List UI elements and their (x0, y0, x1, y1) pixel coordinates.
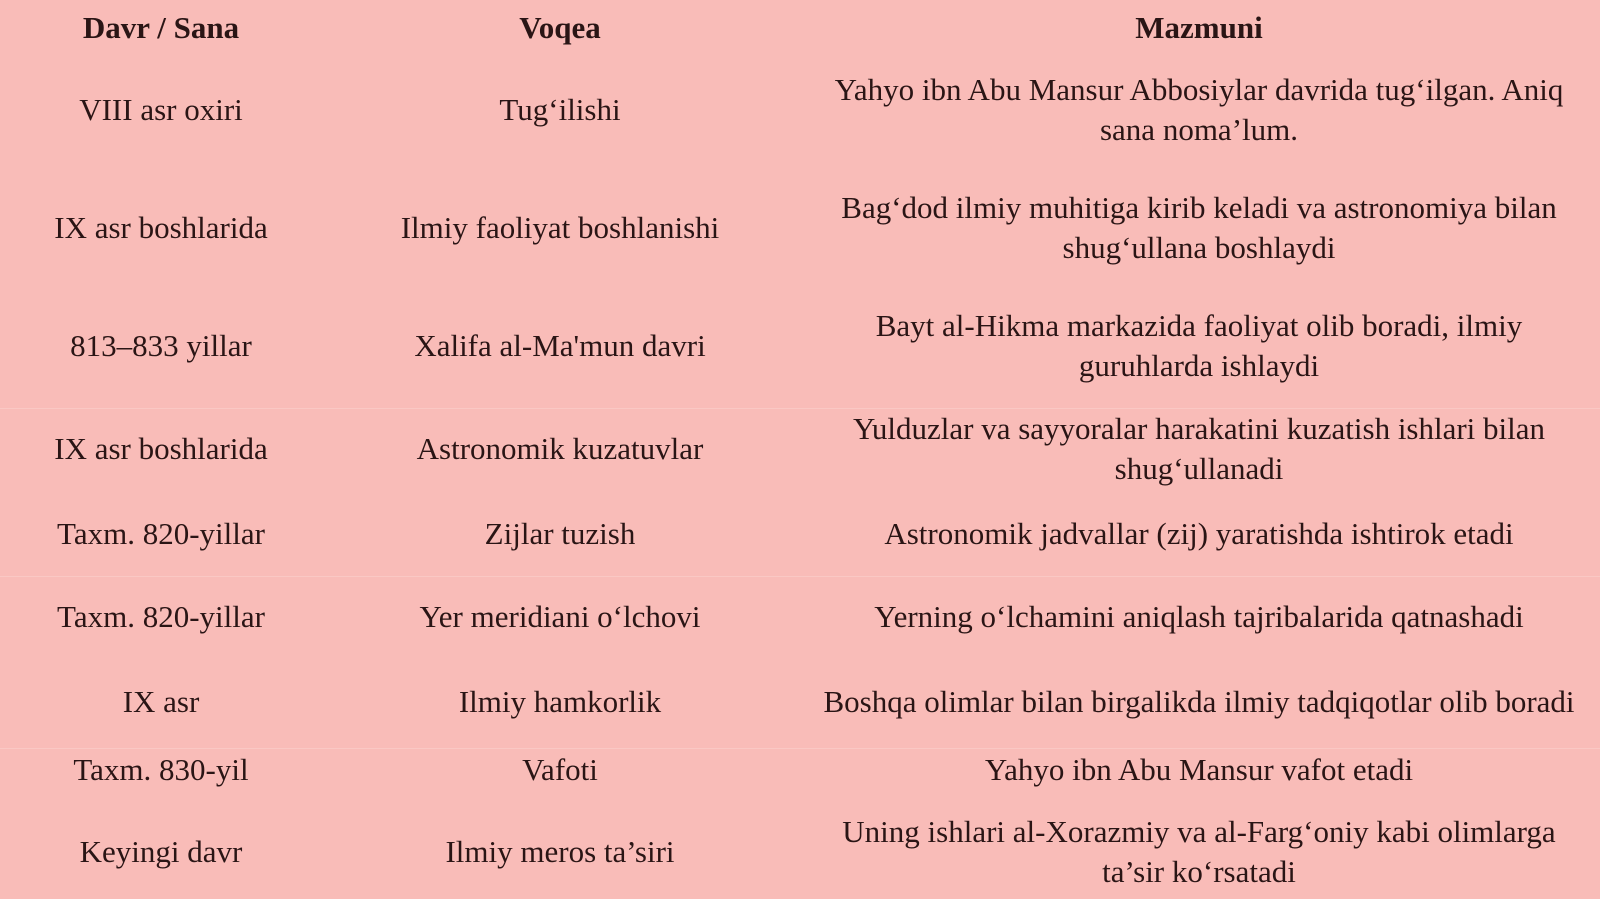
cell-event: Ilmiy faoliyat boshlanishi (400, 210, 720, 245)
cell-content: Yahyo ibn Abu Mansur Abbosiylar davrida tug‘ilgan. Aniq sana noma’lum. (834, 72, 1564, 147)
cell-event: Ilmiy meros ta’siri (445, 834, 675, 869)
cell-event: Vafoti (522, 752, 598, 787)
cell-content: Boshqa olimlar bilan birgalikda ilmiy tadqiqotlar olib boradi (823, 684, 1575, 719)
table-row (0, 812, 1600, 892)
cell-date: Taxm. 830-yil (73, 752, 249, 787)
header-content: Mazmuni (1135, 10, 1263, 45)
cell-content: Yulduzlar va sayyoralar harakatini kuzatish ishlari bilan shug‘ullanadi (852, 411, 1546, 486)
cell-content: Bag‘dod ilmiy muhitiga kirib keladi va astronomiya bilan shug‘ullana boshlaydi (841, 190, 1557, 265)
header-event: Voqea (519, 10, 601, 45)
table-row (0, 306, 1600, 386)
cell-content: Bayt al-Hikma markazida faoliyat olib boradi, ilmiy guruhlarda ishlaydi (875, 308, 1523, 383)
cell-date: IX asr (122, 684, 200, 719)
cell-event: Xalifa al-Ma'mun davri (414, 328, 706, 363)
cell-event: Yer meridiani o‘lchovi (419, 599, 701, 634)
header-date: Davr / Sana (82, 10, 240, 45)
cell-content: Yerning o‘lchamini aniqlash tajribalarida qatnashadi (874, 599, 1524, 634)
table-row (0, 188, 1600, 268)
cell-date: IX asr boshlarida (54, 210, 268, 245)
table-header-row (0, 4, 1600, 52)
table-row (0, 576, 1600, 657)
cell-date: Taxm. 820-yillar (57, 516, 265, 551)
cell-event: Ilmiy hamkorlik (458, 684, 662, 719)
cell-event: Astronomik kuzatuvlar (416, 431, 704, 466)
cell-date: VIII asr oxiri (79, 92, 243, 127)
cell-date: IX asr boshlarida (54, 431, 268, 466)
table-row (0, 662, 1600, 742)
table-row (0, 70, 1600, 150)
table-row (0, 513, 1600, 555)
cell-date: Taxm. 820-yillar (57, 599, 265, 634)
table-row (0, 408, 1600, 489)
cell-event: Zijlar tuzish (484, 516, 636, 551)
cell-content: Uning ishlari al-Xorazmiy va al-Farg‘oniy kabi olimlarga ta’sir ko‘rsatadi (842, 814, 1556, 889)
cell-content: Astronomik jadvallar (zij) yaratishda ishtirok etadi (884, 516, 1514, 551)
cell-content: Yahyo ibn Abu Mansur vafot etadi (984, 752, 1414, 787)
table-row (0, 748, 1600, 791)
cell-date: Keyingi davr (79, 834, 243, 869)
cell-date: 813–833 yillar (70, 328, 252, 363)
cell-event: Tug‘ilishi (499, 92, 621, 127)
